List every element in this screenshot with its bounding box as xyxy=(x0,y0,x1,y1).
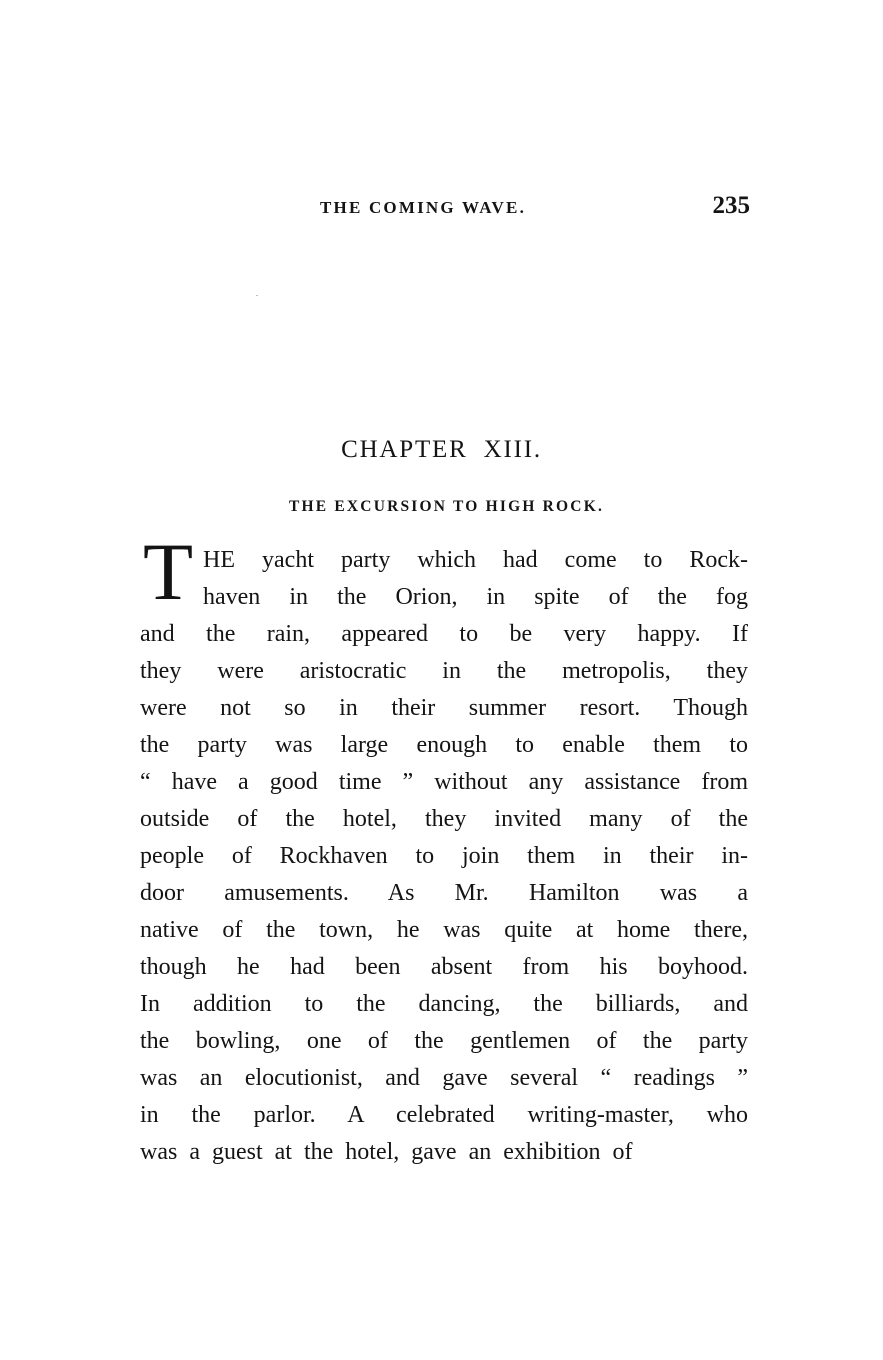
text-line: was a guest at the hotel, gave an exhibition of xyxy=(140,1139,633,1165)
text-line: door amusements. As Mr. Hamilton was a xyxy=(140,880,748,906)
text-line: native of the town, he was quite at home there, xyxy=(140,917,748,943)
text-line: in the parlor. A celebrated writing-master, who xyxy=(140,1102,748,1128)
text-line: they were aristocratic in the metropolis, they xyxy=(140,658,748,684)
text-line: was an elocutionist, and gave several “ readings ” xyxy=(140,1065,748,1091)
text-line: HE yacht party which had come to Rock- xyxy=(203,547,748,573)
text-line: haven in the Orion, in spite of the fog xyxy=(203,584,748,610)
chapter-label: CHAPTER xyxy=(341,436,468,463)
text-line: people of Rockhaven to join them in their in- xyxy=(140,843,748,869)
text-line: “ have a good time ” without any assistance from xyxy=(140,769,748,795)
text-line: though he had been absent from his boyhood. xyxy=(140,954,748,980)
page-number: 235 xyxy=(712,192,750,219)
text-line: In addition to the dancing, the billiards, and xyxy=(140,991,748,1017)
chapter-heading xyxy=(0,436,883,464)
text-line: were not so in their summer resort. Though xyxy=(140,695,748,721)
text-line: outside of the hotel, they invited many of the xyxy=(140,806,748,832)
running-title: THE COMING WAVE. xyxy=(320,198,527,217)
text-line: the party was large enough to enable them to xyxy=(140,732,748,758)
drop-cap: T xyxy=(143,526,194,617)
chapter-subtitle: THE EXCURSION TO HIGH ROCK. xyxy=(288,498,605,515)
text-line: and the rain, appeared to be very happy. If xyxy=(140,621,748,647)
running-head xyxy=(320,192,752,222)
text-line: the bowling, one of the gentlemen of the party xyxy=(140,1028,748,1054)
chapter-numeral: XIII. xyxy=(483,436,542,463)
paper-speck xyxy=(256,295,258,296)
